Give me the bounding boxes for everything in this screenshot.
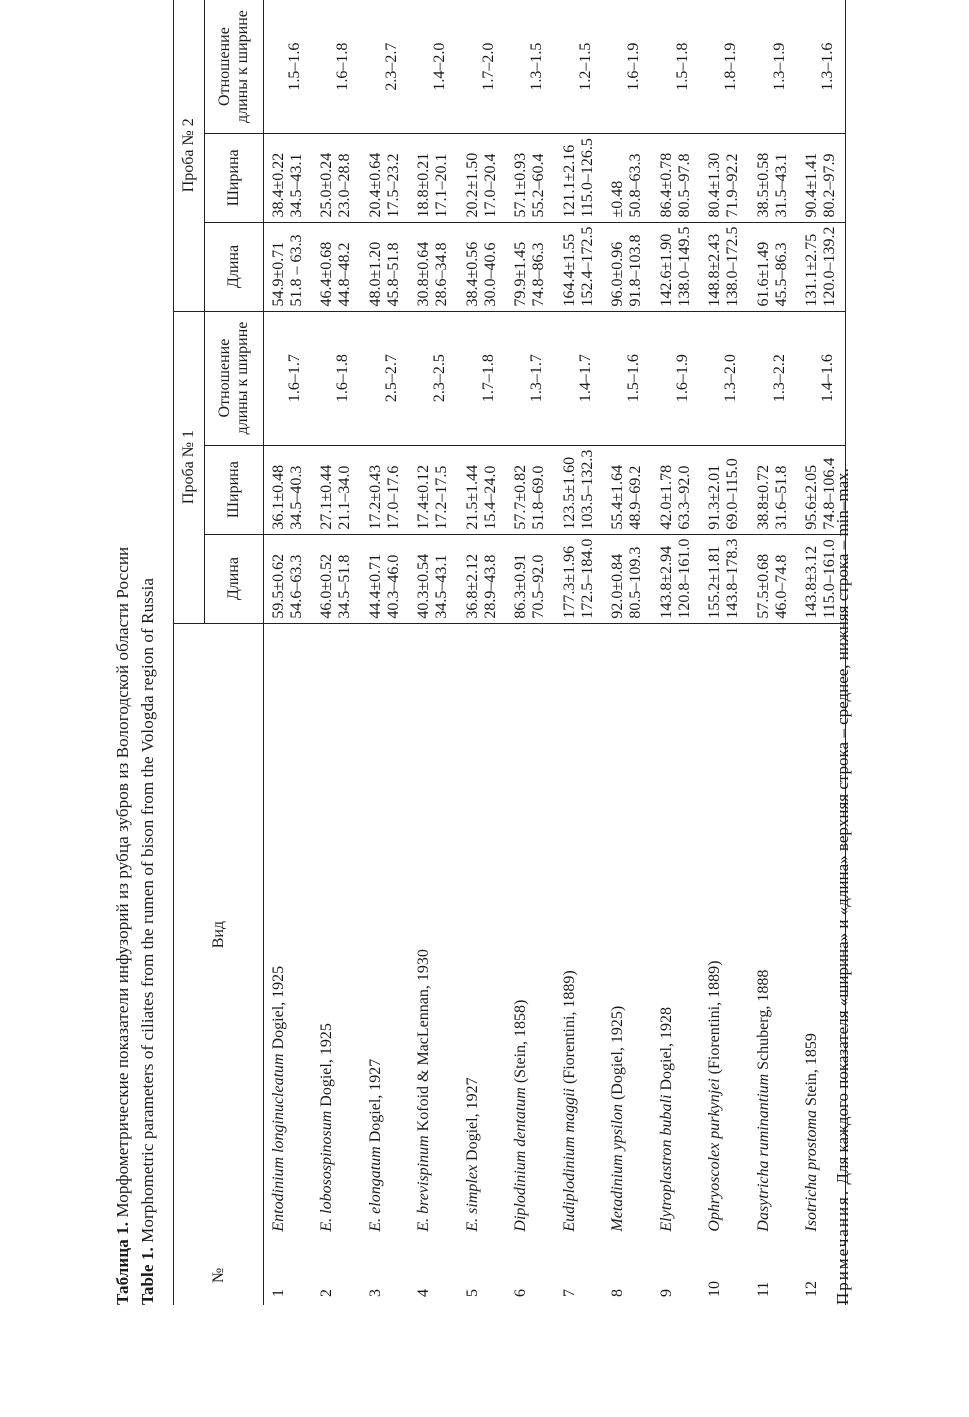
p1-length-cell — [555, 534, 604, 623]
species-latin-name: E. elongatum — [366, 1146, 384, 1232]
species-latin-name: Diplodinium dentatum — [512, 1087, 529, 1232]
min-max-range: 31.5–43.1 — [772, 153, 790, 218]
header-species: Вид — [174, 623, 264, 1245]
p2-width-cell — [797, 134, 846, 222]
table-caption-ru — [113, 547, 133, 1305]
min-max-range: 28.9–43.8 — [481, 554, 499, 619]
species-author: Dogiel, 1925 — [270, 965, 287, 1054]
min-max-range: 115.0–161.0 — [821, 539, 838, 619]
p2-length-cell — [361, 222, 410, 311]
table-row — [652, 0, 701, 1305]
mean-value: 61.6±1.49 — [754, 241, 772, 307]
min-max-range: 17.2–17.5 — [433, 465, 450, 530]
note-text: Для каждого показателя «ширина» и «длина» верхняя строка – среднее, нижняя строка – min–max. — [833, 468, 852, 1185]
p1-width-cell — [264, 445, 313, 534]
p1-width-cell — [603, 445, 652, 534]
table-row — [749, 0, 798, 1305]
p2-length-cell — [264, 222, 313, 311]
table-row — [312, 0, 361, 1305]
mean-value: 121.1±2.16 — [560, 144, 578, 218]
mean-value: 20.2±1.50 — [463, 152, 481, 218]
mean-value: 90.4±1.41 — [803, 152, 820, 218]
min-max-range: 115.0–126.5 — [578, 138, 596, 218]
min-max-range: 152.4–172.5 — [578, 226, 596, 307]
min-max-range: 44.8–48.2 — [336, 242, 353, 307]
table-row — [506, 0, 555, 1305]
min-max-range: 138.0–149.5 — [675, 226, 693, 307]
species-latin-name: Ophryoscolex purkynjei — [706, 1078, 723, 1232]
header-ratio-line2: длины к ширине — [234, 10, 251, 123]
mean-value: 95.6±2.05 — [803, 464, 820, 530]
p1-length-cell — [312, 534, 361, 623]
p1-ratio-cell: 1.7–1.8 — [458, 311, 507, 445]
min-max-range: 54.6–63.3 — [288, 554, 305, 619]
mean-value: 46.0±0.52 — [318, 553, 335, 619]
species-name — [603, 623, 652, 1245]
p2-length-cell — [749, 222, 798, 311]
p1-ratio-cell: 1.6–1.8 — [312, 311, 361, 445]
min-max-range: 80.5–109.3 — [627, 546, 644, 619]
mean-value: 143.8±2.94 — [657, 545, 675, 619]
p2-width-cell — [312, 134, 361, 222]
p1-width-cell — [749, 445, 798, 534]
species-author: Schuberg, 1888 — [754, 969, 772, 1074]
p1-ratio-cell: 1.4–1.7 — [555, 311, 604, 445]
min-max-range: 45.5–86.3 — [772, 242, 790, 307]
min-max-range: 34.5–43.1 — [433, 554, 450, 619]
row-number: 6 — [512, 1289, 529, 1297]
p1-width-cell — [409, 445, 458, 534]
mean-value: 79.9±1.45 — [512, 241, 529, 307]
min-max-range: 46.0–74.8 — [772, 554, 790, 619]
species-name — [555, 623, 604, 1245]
min-max-range: 34.5–51.8 — [336, 554, 353, 619]
p1-width-cell — [361, 445, 410, 534]
p1-length-cell — [603, 534, 652, 623]
table-row — [458, 0, 507, 1305]
p2-ratio-cell: 1.2–1.5 — [555, 0, 604, 134]
p2-length-cell — [555, 222, 604, 311]
species-name — [264, 623, 313, 1245]
p2-length-cell — [700, 222, 749, 311]
p1-ratio-cell: 1.3–2.0 — [700, 311, 749, 445]
mean-value: 86.4±0.78 — [657, 152, 675, 218]
p2-width-cell — [700, 134, 749, 222]
mean-value: 17.2±0.43 — [366, 464, 384, 530]
p1-width-cell — [652, 445, 701, 534]
mean-value: 177.3±1.96 — [560, 545, 578, 619]
p1-ratio-cell: 2.3–2.5 — [409, 311, 458, 445]
min-max-range: 143.8–178.3 — [724, 538, 741, 619]
p2-ratio-cell: 1.8–1.9 — [700, 0, 749, 134]
row-number: 5 — [463, 1289, 481, 1297]
header-no: № — [174, 1246, 264, 1305]
mean-value: 148.8±2.43 — [706, 233, 723, 307]
p2-ratio-cell: 1.6–1.9 — [603, 0, 652, 134]
min-max-range: 17.0–20.4 — [481, 153, 499, 218]
species-name — [652, 623, 701, 1245]
mean-value: 42.0±1.78 — [657, 464, 675, 530]
min-max-range: 138.0–172.5 — [724, 226, 741, 307]
min-max-range: 34.5–43.1 — [288, 153, 305, 218]
species-latin-name: Metadinium ypsilon — [609, 1104, 626, 1232]
species-name — [361, 623, 410, 1245]
mean-value: ±0.48 — [609, 180, 626, 218]
mean-value: 38.4±0.22 — [270, 152, 287, 218]
header-p1-width: Ширина — [205, 445, 264, 534]
header-ratio-line1: Отношение — [216, 338, 233, 418]
header-p2-width: Ширина — [205, 134, 264, 222]
p2-ratio-cell: 1.7–2.0 — [458, 0, 507, 134]
table-row — [264, 0, 313, 1305]
table-body — [264, 0, 846, 1305]
row-number: 10 — [706, 1281, 723, 1297]
mean-value: 55.4±1.64 — [609, 464, 626, 530]
min-max-range: 120.8–161.0 — [675, 538, 693, 619]
p2-width-cell — [264, 134, 313, 222]
species-author: Kofoid & MacLennan, 1930 — [415, 949, 432, 1136]
table-note — [833, 468, 853, 1305]
caption-en-label: Table 1. — [138, 1247, 157, 1305]
p2-width-cell — [361, 134, 410, 222]
min-max-range: 31.6–51.8 — [772, 465, 790, 530]
min-max-range: 55.2–60.4 — [530, 153, 547, 218]
mean-value: 48.0±1.20 — [366, 241, 384, 307]
header-ratio-line2: длины к ширине — [234, 321, 251, 435]
header-p1-length: Длина — [205, 534, 264, 623]
mean-value: 27.1±0.44 — [318, 464, 335, 530]
mean-value: 92.0±0.84 — [609, 553, 626, 619]
p2-ratio-cell: 1.5–1.8 — [652, 0, 701, 134]
min-max-range: 40.3–46.0 — [384, 554, 402, 619]
min-max-range: 30.0–40.6 — [481, 242, 499, 307]
species-latin-name: Eudiplodinium maggii — [560, 1088, 578, 1232]
p1-width-cell — [312, 445, 361, 534]
p2-ratio-cell: 1.4–2.0 — [409, 0, 458, 134]
mean-value: 30.8±0.64 — [415, 241, 432, 307]
species-author: Stein, 1859 — [803, 1033, 820, 1110]
mean-value: 38.8±0.72 — [754, 464, 772, 530]
mean-value: 46.4±0.68 — [318, 241, 335, 307]
min-max-range: 63.3–92.0 — [675, 465, 693, 530]
p2-length-cell — [458, 222, 507, 311]
mean-value: 44.4±0.71 — [366, 553, 384, 619]
species-latin-name: Elytroplastron bubali — [657, 1094, 675, 1232]
min-max-range: 120.0–139.2 — [821, 226, 838, 307]
mean-value: 143.8±3.12 — [803, 545, 820, 619]
mean-value: 38.4±0.56 — [463, 241, 481, 307]
min-max-range: 45.8–51.8 — [384, 242, 402, 307]
p1-width-cell — [700, 445, 749, 534]
min-max-range: 69.0–115.0 — [724, 458, 741, 530]
header-probe-2: Проба № 2 — [174, 0, 205, 311]
min-max-range: 51.8–69.0 — [530, 465, 547, 530]
min-max-range: 17.1–20.1 — [433, 153, 450, 218]
p1-ratio-cell: 1.3–2.2 — [749, 311, 798, 445]
row-number: 1 — [270, 1289, 287, 1297]
species-author: Dogiel, 1927 — [366, 1058, 384, 1147]
mean-value: 164.4±1.55 — [560, 233, 578, 307]
species-author: Dogiel, 1927 — [463, 1077, 481, 1165]
p1-length-cell — [409, 534, 458, 623]
mean-value: 123.5±1.60 — [560, 456, 578, 530]
mean-value: 131.1±2.75 — [803, 233, 820, 307]
p2-ratio-cell: 2.3–2.7 — [361, 0, 410, 134]
min-max-range: 28.6–34.8 — [433, 242, 450, 307]
table-row — [555, 0, 604, 1305]
min-max-range: 51.8 – 63.3 — [288, 234, 305, 307]
mean-value: 59.5±0.62 — [270, 553, 287, 619]
p1-length-cell — [700, 534, 749, 623]
row-number: 4 — [415, 1289, 432, 1297]
p1-length-cell — [458, 534, 507, 623]
species-latin-name: Entodinium longinucleatum — [270, 1053, 287, 1232]
mean-value: 36.1±0.48 — [270, 464, 287, 530]
species-name — [409, 623, 458, 1245]
p1-length-cell — [652, 534, 701, 623]
mean-value: 21.5±1.44 — [463, 464, 481, 530]
p2-ratio-cell: 1.3–1.9 — [749, 0, 798, 134]
row-number: 3 — [366, 1289, 384, 1297]
mean-value: 36.8±2.12 — [463, 553, 481, 619]
species-latin-name: E. simplex — [463, 1164, 481, 1232]
p1-width-cell — [555, 445, 604, 534]
min-max-range: 91.8–103.8 — [627, 234, 644, 307]
p1-length-cell — [264, 534, 313, 623]
p2-length-cell — [603, 222, 652, 311]
min-max-range: 17.0–17.6 — [384, 465, 402, 530]
mean-value: 54.9±0.71 — [270, 241, 287, 307]
p2-width-cell — [458, 134, 507, 222]
note-label: Примечания. — [833, 1188, 852, 1305]
caption-ru-text: Морфометрические показатели инфузорий из рубца зубров из Вологодской области России — [113, 546, 132, 1218]
species-name — [700, 623, 749, 1245]
mean-value: 155.2±1.81 — [706, 545, 723, 619]
morphometry-table — [173, 0, 846, 1305]
p1-ratio-cell: 1.5–1.6 — [603, 311, 652, 445]
mean-value: 57.1±0.93 — [512, 152, 529, 218]
species-author: (Stein, 1858) — [512, 999, 529, 1088]
species-latin-name: E. brevispinum — [415, 1135, 432, 1232]
min-max-range: 17.5–23.2 — [384, 153, 402, 218]
p1-length-cell — [749, 534, 798, 623]
species-latin-name: E. lobosospinosum — [318, 1110, 335, 1232]
min-max-range: 74.8–86.3 — [530, 242, 547, 307]
p1-length-cell — [506, 534, 555, 623]
row-number: 2 — [318, 1289, 335, 1297]
mean-value: 38.5±0.58 — [754, 152, 772, 218]
species-author: Dogiel, 1925 — [318, 1023, 335, 1111]
header-ratio-line1: Отношение — [216, 27, 233, 106]
species-author: (Dogiel, 1925) — [609, 1005, 626, 1105]
mean-value: 20.4±0.64 — [366, 152, 384, 218]
p1-ratio-cell: 1.4–1.6 — [797, 311, 846, 445]
p2-width-cell — [409, 134, 458, 222]
p1-ratio-cell: 1.3–1.7 — [506, 311, 555, 445]
mean-value: 18.8±0.21 — [415, 152, 432, 218]
row-number: 8 — [609, 1289, 626, 1297]
p1-ratio-cell: 2.5–2.7 — [361, 311, 410, 445]
header-p2-ratio — [205, 0, 264, 134]
min-max-range: 21.1–34.0 — [336, 465, 353, 530]
mean-value: 57.5±0.68 — [754, 553, 772, 619]
min-max-range: 50.8–63.3 — [627, 153, 644, 218]
min-max-range: 74.8–106.4 — [821, 457, 838, 530]
p1-ratio-cell: 1.6–1.9 — [652, 311, 701, 445]
species-latin-name: Isotricha prostoma — [803, 1109, 820, 1232]
mean-value: 80.4±1.30 — [706, 152, 723, 218]
min-max-range: 80.5–97.8 — [675, 153, 693, 218]
min-max-range: 34.5–40.3 — [288, 465, 305, 530]
p2-length-cell — [652, 222, 701, 311]
caption-en-text: Morphometric parameters of ciliates from the rumen of bison from the Vologda region of Russia — [138, 577, 157, 1243]
mean-value: 86.3±0.91 — [512, 553, 529, 619]
p1-width-cell — [458, 445, 507, 534]
table-row — [409, 0, 458, 1305]
header-p1-ratio — [205, 311, 264, 445]
species-name — [458, 623, 507, 1245]
species-author: (Fiorentini, 1889) — [560, 970, 578, 1089]
mean-value: 25.0±0.24 — [318, 152, 335, 218]
min-max-range: 48.9–69.2 — [627, 465, 644, 530]
species-name — [506, 623, 555, 1245]
p2-width-cell — [603, 134, 652, 222]
min-max-range: 103.5–132.3 — [578, 449, 596, 530]
mean-value: 17.4±0.12 — [415, 464, 432, 530]
table-row — [603, 0, 652, 1305]
table-row — [361, 0, 410, 1305]
min-max-range: 80.2–97.9 — [821, 153, 838, 218]
min-max-range: 172.5–184.0 — [578, 538, 596, 619]
mean-value: 91.3±2.01 — [706, 464, 723, 530]
mean-value: 142.6±1.90 — [657, 233, 675, 307]
p2-width-cell — [749, 134, 798, 222]
p2-ratio-cell: 1.3–1.5 — [506, 0, 555, 134]
p2-ratio-cell: 1.3–1.6 — [797, 0, 846, 134]
p2-length-cell — [506, 222, 555, 311]
p2-length-cell — [409, 222, 458, 311]
table-caption-en — [138, 578, 158, 1305]
p2-width-cell — [652, 134, 701, 222]
min-max-range: 15.4–24.0 — [481, 465, 499, 530]
mean-value: 57.7±0.82 — [512, 464, 529, 530]
species-author: Dogiel, 1928 — [657, 1007, 675, 1095]
row-number: 9 — [657, 1289, 675, 1297]
species-latin-name: Dasytricha ruminantium — [754, 1073, 772, 1232]
min-max-range: 23.0–28.8 — [336, 153, 353, 218]
min-max-range: 71.9–92.2 — [724, 153, 741, 218]
p2-length-cell — [797, 222, 846, 311]
caption-ru-label: Таблица 1. — [113, 1221, 132, 1305]
header-p2-length: Длина — [205, 222, 264, 311]
row-number: 12 — [797, 1246, 846, 1305]
mean-value: 40.3±0.54 — [415, 553, 432, 619]
min-max-range: 70.5–92.0 — [530, 554, 547, 619]
p1-length-cell — [361, 534, 410, 623]
row-number: 11 — [754, 1281, 772, 1297]
p2-width-cell — [555, 134, 604, 222]
table-row — [700, 0, 749, 1305]
p2-length-cell — [312, 222, 361, 311]
p1-width-cell — [506, 445, 555, 534]
row-number: 7 — [560, 1289, 578, 1297]
header-probe-1: Проба № 1 — [174, 311, 205, 623]
p2-ratio-cell: 1.5–1.6 — [264, 0, 313, 134]
p2-ratio-cell: 1.6–1.8 — [312, 0, 361, 134]
p2-width-cell — [506, 134, 555, 222]
mean-value: 96.0±0.96 — [609, 241, 626, 307]
species-name — [749, 623, 798, 1245]
p1-ratio-cell: 1.6–1.7 — [264, 311, 313, 445]
species-author: (Fiorentini, 1889) — [706, 960, 723, 1079]
species-name — [312, 623, 361, 1245]
